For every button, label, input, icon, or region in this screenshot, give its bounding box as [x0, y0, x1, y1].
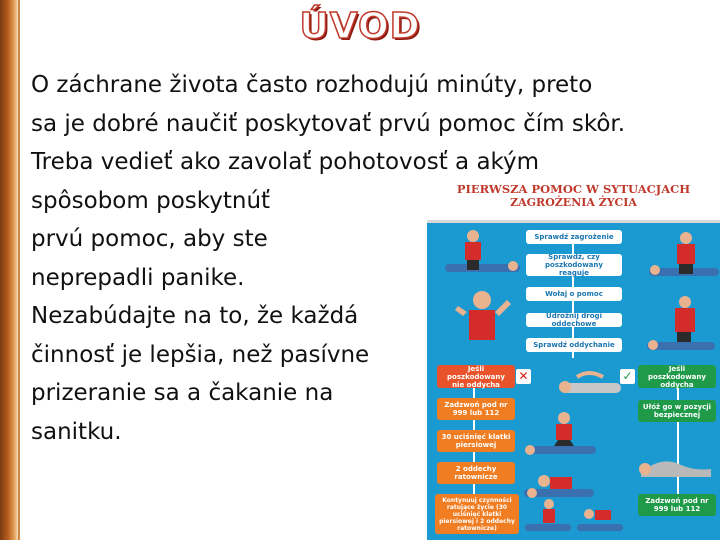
body-line: sanitku.	[31, 418, 122, 445]
rescuer-checking-illustration	[641, 228, 719, 283]
slide-title: ÚVOD	[299, 6, 421, 47]
person-shouting-illustration	[449, 286, 519, 356]
body-line: spôsobom poskytnúť	[31, 187, 271, 214]
left-step-compressions: 30 uciśnięć klatki piersiowej	[437, 430, 515, 452]
step-check-danger: Sprawdź zagrożenie	[526, 230, 622, 244]
right-step-call: Zadzwoń pod nr 999 lub 112	[638, 494, 716, 516]
check-icon: ✓	[620, 369, 635, 384]
body-line: prizeranie sa a čakanie na	[31, 380, 334, 406]
cross-icon: ✕	[516, 369, 531, 384]
step-check-breathing: Sprawdź oddychanie	[526, 338, 622, 352]
rescuer-kneeling-illustration	[445, 228, 525, 278]
continue-cpr-illustration-1	[523, 496, 573, 536]
left-step-breaths: 2 oddechy ratownicze	[437, 462, 515, 484]
left-decorative-bar	[0, 0, 18, 540]
body-line: prvú pomoc, aby ste	[31, 226, 268, 252]
rescuer-airway-illustration	[645, 290, 717, 360]
body-line: Treba vedieť ako zavolať pohotovosť a akým	[31, 149, 540, 175]
first-aid-infographic	[427, 178, 720, 540]
chest-compressions-illustration	[524, 410, 599, 460]
infographic-subtitle: ZAGROŻENIA ŻYCIA	[510, 196, 637, 209]
body-line: Nezabúdajte na to, že každá	[31, 303, 359, 329]
branch-not-breathing: Jeśli poszkodowany nie oddycha	[437, 365, 515, 388]
infographic-title: PIERWSZA POMOC W SYTUACJACH	[456, 182, 691, 196]
body-line: O záchrane života často rozhodujú minúty, preto	[31, 72, 593, 98]
body-line: činnosť je lepšia, než pasívne	[31, 341, 370, 368]
left-step-continue: Kontynuuj czynności ratujące życie (30 uciśnięć klatki piersiowej i 2 oddechy ratownicze)	[435, 494, 519, 534]
step-check-response: Sprawdź, czy poszkodowany reaguje	[526, 254, 622, 276]
continue-cpr-illustration-2	[575, 496, 625, 536]
left-step-call: Zadzwoń pod nr 999 lub 112	[437, 398, 515, 420]
branch-breathing: Jeśli poszkodowany oddycha	[638, 365, 716, 388]
step-open-airway: Udrożnij drogi oddechowe	[526, 313, 622, 327]
body-line: neprepadli panike.	[31, 264, 245, 291]
body-line: sa je dobré naučiť poskytovať prvú pomoc čím skôr.	[31, 110, 626, 137]
recovery-position-illustration	[635, 433, 717, 488]
infographic-header	[427, 178, 720, 223]
person-lying-illustration	[555, 363, 625, 403]
right-step-recovery: Ułóż go w pozycji bezpiecznej	[638, 400, 716, 422]
step-call-for-help: Wołaj o pomoc	[526, 287, 622, 301]
